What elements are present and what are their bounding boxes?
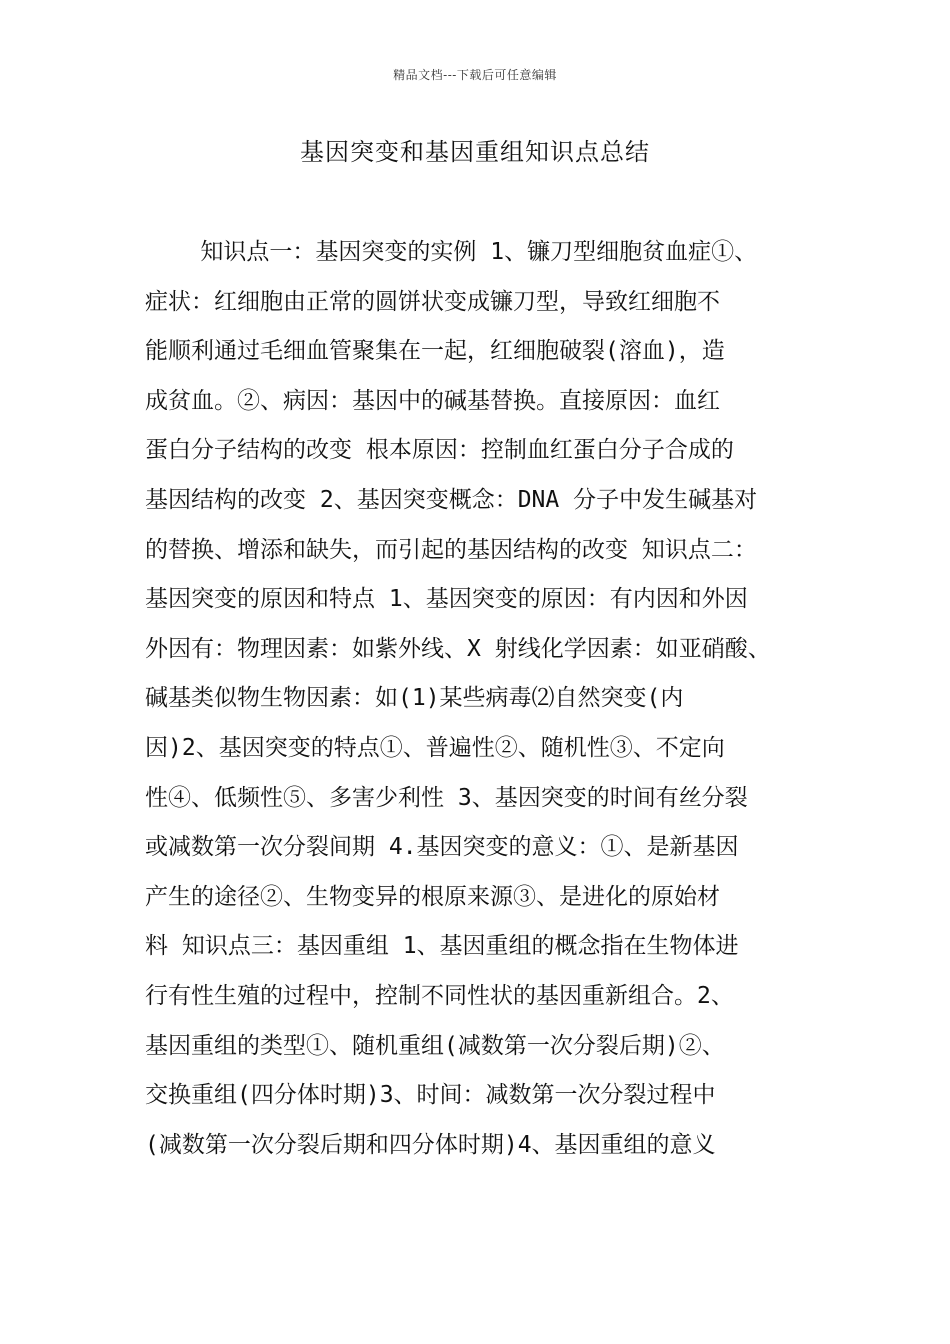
body-line: 蛋白分子结构的改变 根本原因：控制血红蛋白分子合成的 (145, 437, 734, 464)
body-line: 知识点一：基因突变的实例 1、镰刀型细胞贫血症①、 (145, 239, 758, 265)
body-line: 成贫血。②、病因：基因中的碱基替换。直接原因：血红 (145, 387, 720, 414)
body-line: 或减数第一次分裂间期 4.基因突变的意义：①、是新基因 (145, 834, 739, 861)
body-line: 性④、低频性⑤、多害少利性 3、基因突变的时间有丝分裂 (145, 784, 748, 811)
body-line: 产生的途径②、生物变异的根原来源③、是进化的原始材 (145, 883, 720, 910)
body-line: 料 知识点三：基因重组 1、基因重组的概念指在生物体进 (145, 933, 739, 960)
header-note: 精品文档---下载后可任意编辑 (393, 68, 557, 82)
body-line: 因)2、基因突变的特点①、普遍性②、随机性③、不定向 (145, 734, 725, 761)
body-line: 基因重组的类型①、随机重组(减数第一次分裂后期)②、 (145, 1032, 725, 1059)
body-line: 交换重组(四分体时期)3、时间：减数第一次分裂过程中 (145, 1082, 716, 1109)
body-line: 外因有：物理因素：如紫外线、X 射线化学因素：如亚硝酸、 (145, 635, 771, 662)
body-line: 能顺利通过毛细血管聚集在一起，红细胞破裂(溶血)，造 (145, 338, 725, 365)
body-line: 碱基类似物生物因素：如(1)某些病毒⑵自然突变(内 (145, 685, 684, 712)
body-line: 基因结构的改变 2、基因突变概念：DNA 分子中发生碱基对 (145, 486, 758, 513)
body-line: 行有性生殖的过程中，控制不同性状的基因重新组合。2、 (145, 982, 734, 1009)
body-line: 症状：红细胞由正常的圆饼状变成镰刀型，导致红细胞不 (145, 288, 720, 315)
body-text (145, 228, 825, 1170)
page-title: 基因突变和基因重组知识点总结 (300, 138, 650, 166)
body-line: (减数第一次分裂后期和四分体时期)4、基因重组的意义 (145, 1131, 716, 1158)
body-line: 基因突变的原因和特点 1、基因突变的原因：有内因和外因 (145, 586, 748, 613)
body-line: 的替换、增添和缺失，而引起的基因结构的改变 知识点二： (145, 536, 757, 563)
